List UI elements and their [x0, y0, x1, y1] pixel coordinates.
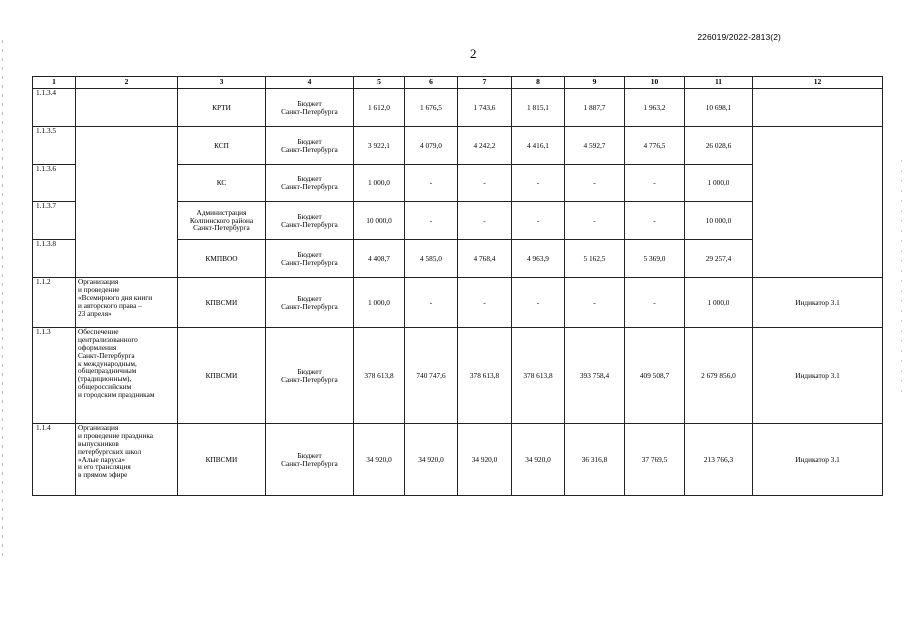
table-row: [33, 424, 883, 496]
funding-source-line: Санкт-Петербурга: [281, 374, 338, 384]
funding-source-line: Санкт-Петербурга: [281, 182, 338, 191]
column-header: 7: [458, 77, 512, 89]
item-name-line: оформления: [78, 342, 117, 352]
row-number: 1.1.3.7: [33, 202, 76, 240]
row-number: 1.1.3.5: [33, 127, 76, 165]
funding-value: 393 758,4: [565, 328, 625, 424]
funding-value: 4 242,2: [458, 127, 512, 165]
row-number: 1.1.3.6: [33, 165, 76, 202]
executor: [178, 240, 266, 278]
funding-value: -: [405, 278, 458, 328]
item-name-line: и проведение: [78, 284, 120, 294]
row-number: 1.1.3.8: [33, 240, 76, 278]
funding-value: 34 920,0: [354, 424, 405, 496]
funding-source-line: Бюджет: [297, 174, 322, 184]
scan-edge-mark-right: [901, 160, 902, 400]
funding-value: -: [458, 165, 512, 202]
funding-source-line: Санкт-Петербурга: [281, 458, 338, 468]
item-name-line: петербургских школ: [78, 446, 142, 456]
column-header: 12: [753, 77, 883, 89]
funding-value: 4 416,1: [512, 127, 565, 165]
funding-value: 1 000,0: [354, 165, 405, 202]
funding-value: 1 676,5: [405, 89, 458, 127]
column-header: 2: [76, 77, 178, 89]
item-name: [76, 328, 178, 424]
funding-value: -: [405, 165, 458, 202]
item-name-line: общероссийским: [78, 382, 132, 392]
funding-source-line: Санкт-Петербурга: [281, 257, 338, 267]
funding-value: 4 592,7: [565, 127, 625, 165]
funding-value: 740 747,6: [405, 328, 458, 424]
item-name-line: (традиционным),: [78, 374, 132, 384]
funding-value: 26 028,6: [685, 127, 753, 165]
funding-source-line: Санкт-Петербурга: [281, 106, 338, 116]
funding-value: 5 369,0: [625, 240, 685, 278]
table-body: [33, 77, 883, 496]
funding-value: 4 585,0: [405, 240, 458, 278]
executor-line: КРТИ: [212, 102, 231, 112]
funding-value: -: [565, 165, 625, 202]
funding-value: -: [625, 202, 685, 240]
item-name-line: выпускников: [78, 438, 119, 448]
column-header: 1: [33, 77, 76, 89]
item-name-line: Организация: [78, 277, 119, 286]
funding-value: 4 776,5: [625, 127, 685, 165]
column-header: 9: [565, 77, 625, 89]
item-name-line: и его трансляция: [78, 462, 131, 472]
funding-value: 378 613,8: [512, 328, 565, 424]
funding-value: 1 815,1: [512, 89, 565, 127]
funding-source: [266, 328, 354, 424]
funding-source-line: Бюджет: [297, 366, 322, 376]
funding-value: 10 000,0: [354, 202, 405, 240]
funding-value: 213 766,3: [685, 424, 753, 496]
funding-value: -: [512, 202, 565, 240]
item-name-line: Организация: [78, 423, 119, 432]
row-number: 1.1.4: [33, 424, 76, 496]
funding-value: -: [512, 165, 565, 202]
row-number: 1.1.3.4: [33, 89, 76, 127]
executor-line: Санкт-Петербурга: [193, 223, 250, 233]
executor: [178, 89, 266, 127]
funding-value: -: [565, 278, 625, 328]
funding-source: [266, 240, 354, 278]
funding-source: [266, 127, 354, 165]
funding-value: 2 679 856,0: [685, 328, 753, 424]
funding-value: -: [458, 278, 512, 328]
column-header: 4: [266, 77, 354, 89]
funding-source-line: Бюджет: [297, 450, 322, 460]
item-name-line: Обеспечение: [78, 327, 119, 336]
column-header: 6: [405, 77, 458, 89]
funding-value: 1 000,0: [354, 278, 405, 328]
funding-value: 378 613,8: [458, 328, 512, 424]
row-number: 1.1.2: [33, 278, 76, 328]
column-header: 5: [354, 77, 405, 89]
executor: [178, 165, 266, 202]
column-header: 8: [512, 77, 565, 89]
funding-source-line: Бюджет: [297, 293, 322, 303]
funding-value: 34 920,0: [458, 424, 512, 496]
funding-source-line: Бюджет: [297, 211, 322, 221]
column-header: 10: [625, 77, 685, 89]
funding-value: -: [625, 278, 685, 328]
funding-value: 37 769,5: [625, 424, 685, 496]
funding-value: -: [565, 202, 625, 240]
executor-line: КС: [216, 178, 227, 188]
funding-value: 29 257,4: [685, 240, 753, 278]
funding-source-line: Бюджет: [297, 249, 322, 259]
item-name-line: 23 апреля»: [78, 308, 112, 318]
executor-line: КМПВОО: [205, 253, 238, 263]
item-name-line: к международным,: [78, 358, 137, 368]
budget-table: [32, 76, 883, 496]
executor-line: КПВСМИ: [205, 297, 238, 307]
scan-edge-mark: [2, 40, 3, 560]
funding-value: 10 698,1: [685, 89, 753, 127]
item-name-line: «Алые паруса»: [78, 454, 126, 464]
funding-source-line: Санкт-Петербурга: [281, 219, 338, 229]
funding-value: -: [512, 278, 565, 328]
executor: [178, 424, 266, 496]
item-name-line: централизованного: [78, 334, 138, 344]
funding-value: 378 613,8: [354, 328, 405, 424]
indicator: [753, 89, 883, 127]
item-name-line: и авторского права –: [78, 300, 142, 310]
table-row: [33, 328, 883, 424]
funding-source-line: Бюджет: [297, 98, 322, 108]
funding-value: -: [458, 202, 512, 240]
funding-value: 34 920,0: [512, 424, 565, 496]
table-row: [33, 278, 883, 328]
funding-source-line: Бюджет: [297, 136, 322, 146]
page-number: 2: [470, 46, 477, 61]
item-name: [76, 278, 178, 328]
executor: [178, 328, 266, 424]
funding-value: 4 079,0: [405, 127, 458, 165]
indicator: Индикатор 3.1: [753, 278, 883, 328]
executor-line: Колпинского района: [189, 215, 254, 225]
funding-value: 10 000,0: [685, 202, 753, 240]
funding-value: 34 920,0: [405, 424, 458, 496]
funding-value: 409 508,7: [625, 328, 685, 424]
funding-source: [266, 278, 354, 328]
funding-value: 3 922,1: [354, 127, 405, 165]
funding-value: 5 162,5: [565, 240, 625, 278]
funding-value: -: [405, 202, 458, 240]
executor-line: КПВСМИ: [205, 454, 238, 464]
funding-source: [266, 165, 354, 202]
funding-value: 4 963,9: [512, 240, 565, 278]
item-name: [76, 89, 178, 127]
funding-value: 1 963,2: [625, 89, 685, 127]
item-name-line: в прямом эфире: [78, 470, 128, 480]
funding-value: 36 316,8: [565, 424, 625, 496]
executor-line: КСП: [214, 140, 229, 150]
funding-value: 1 743,6: [458, 89, 512, 127]
column-header: 3: [178, 77, 266, 89]
document-number: 226019/2022-2813(2): [697, 32, 781, 42]
funding-value: 1 887,7: [565, 89, 625, 127]
executor-line: Администрация: [196, 207, 247, 217]
item-name-merged: [76, 127, 178, 278]
funding-value: 1 000,0: [685, 278, 753, 328]
item-name-line: Санкт-Петербурга: [78, 350, 135, 360]
executor: [178, 278, 266, 328]
item-name-line: и проведение праздника: [78, 430, 154, 440]
item-name-line: общепраздничным: [78, 366, 137, 376]
executor: [178, 202, 266, 240]
funding-value: 4 768,4: [458, 240, 512, 278]
item-name: [76, 424, 178, 496]
row-number: 1.1.3: [33, 328, 76, 424]
column-header: 11: [685, 77, 753, 89]
funding-source: [266, 424, 354, 496]
funding-value: 1 000,0: [685, 165, 753, 202]
funding-source-line: Санкт-Петербурга: [281, 301, 338, 311]
funding-source-line: Санкт-Петербурга: [281, 144, 338, 154]
table-row: [33, 89, 883, 127]
funding-value: -: [625, 165, 685, 202]
executor-line: КПВСМИ: [205, 370, 238, 380]
funding-value: 1 612,0: [354, 89, 405, 127]
table-row: [33, 127, 883, 165]
item-name-line: «Всемирного дня книги: [78, 292, 153, 302]
indicator: Индикатор 3.1: [753, 328, 883, 424]
table-header-row: [33, 77, 883, 89]
indicator: Индикатор 3.1: [753, 424, 883, 496]
funding-source: [266, 202, 354, 240]
executor: [178, 127, 266, 165]
item-name-line: и городским праздникам: [78, 390, 155, 399]
funding-value: 4 408,7: [354, 240, 405, 278]
funding-source: [266, 89, 354, 127]
indicator-merged: [753, 127, 883, 278]
